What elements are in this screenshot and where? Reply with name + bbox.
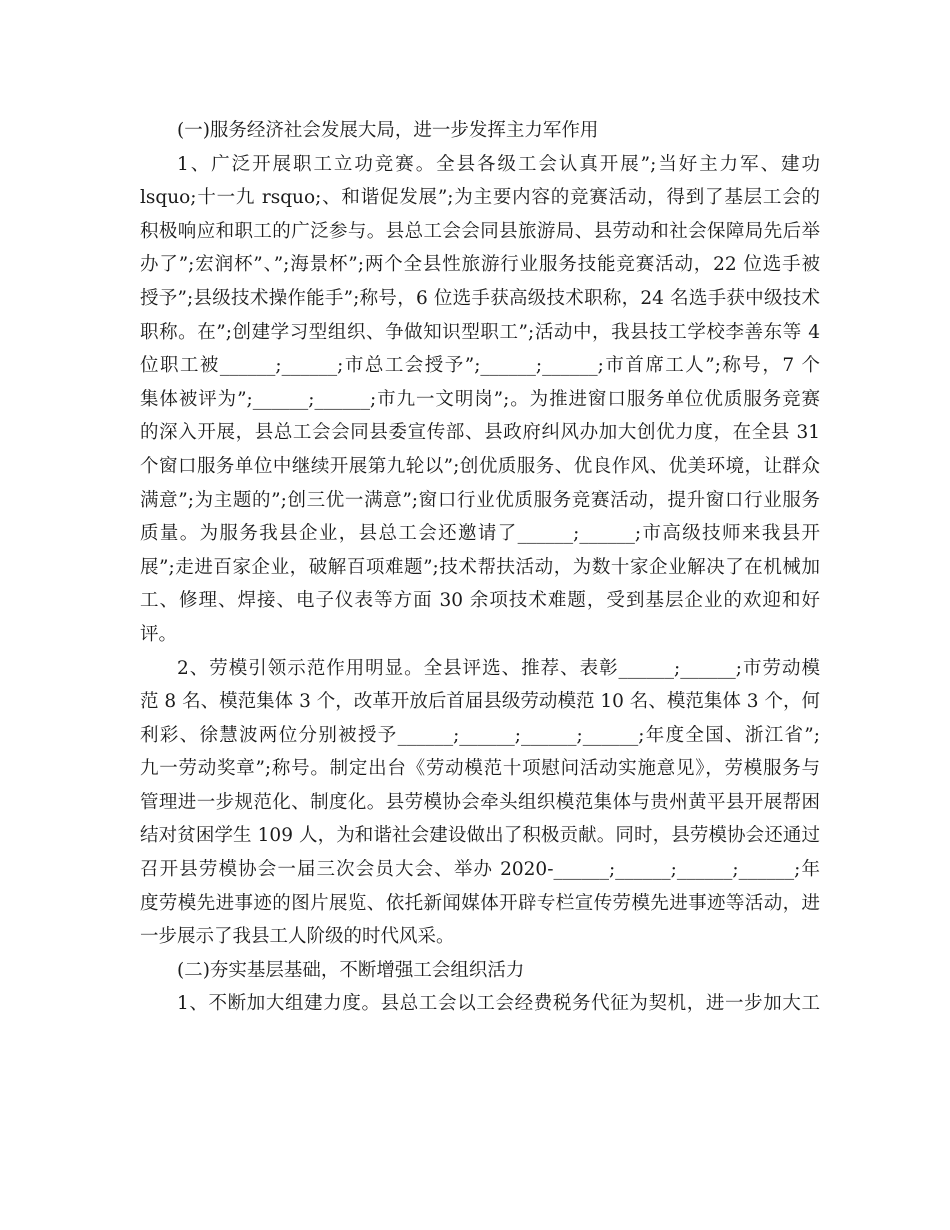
paragraph-line: 办了”;宏润杯”、”;海景杯”;两个全县性旅游行业服务技能竞赛活动，22 位选手被 [140,254,820,276]
section-heading-2: (二)夯实基层基础，不断增强工会组织活力 [177,959,525,981]
paragraph-line: 的深入开展，县总工会会同县委宣传部、县政府纠风办加大创优力度，在全县 31 [140,422,820,444]
paragraph-line: 满意”;为主题的”;创三优一满意”;窗口行业优质服务竞赛活动，提升窗口行业服务 [140,489,820,511]
paragraph-line: 范 8 名、模范集体 3 个，改革开放后首届县级劳动模范 10 名、模范集体 3 个，何 [140,691,820,713]
document-body [140,114,820,1021]
paragraph-line: 位职工被______;______;市总工会授予”;______;______;市首席工人”;称号，7 个 [140,355,820,377]
paragraph-line: 管理进一步规范化、制度化。县劳模协会牵头组织模范集体与贵州黄平县开展帮困 [140,791,820,813]
paragraph-line: 度劳模先进事迹的图片展览、依托新闻媒体开辟专栏宣传劳模先进事迹等活动，进 [140,892,820,914]
paragraph-line: 结对贫困学生 109 人，为和谐社会建设做出了积极贡献。同时，县劳模协会还通过 [140,825,820,847]
paragraph-line: 个窗口服务单位中继续开展第九轮以”;创优质服务、优良作风、优美环境，让群众 [140,455,820,477]
paragraph-line: 利彩、徐慧波两位分别被授予______;______;______;______;年度全国、浙江省”; [140,724,820,746]
paragraph-line: 职称。在”;创建学习型组织、争做知识型职工”;活动中，我县技工学校李善东等 4 [140,321,820,343]
paragraph-line: lsquo;十一九 rsquo;、和谐促发展”;为主要内容的竞赛活动，得到了基层工会的 [140,187,820,209]
paragraph-line-last: 评。 [140,623,178,645]
paragraph-line: 积极响应和职工的广泛参与。县总工会会同县旅游局、县劳动和社会保障局先后举 [140,220,820,242]
paragraph-line: 1、广泛开展职工立功竞赛。全县各级工会认真开展”;当好主力军、建功 [177,153,820,175]
section-heading-1: (一)服务经济社会发展大局，进一步发挥主力军作用 [177,120,599,141]
paragraph-line: 2、劳模引领示范作用明显。全县评选、推荐、表彰______;______;市劳动模 [177,657,820,679]
paragraph-line: 九一劳动奖章”;称号。制定出台《劳动模范十项慰问活动实施意见》，劳模服务与 [140,758,820,780]
paragraph-line: 召开县劳模协会一届三次会员大会、举办 2020-______;______;______;______;年 [140,859,820,881]
paragraph-line-last: 一步展示了我县工人阶级的时代风采。 [140,926,455,948]
paragraph-line: 1、不断加大组建力度。县总工会以工会经费税务代征为契机，进一步加大工 [177,993,820,1015]
paragraph-line: 授予”;县级技术操作能手”;称号，6 位选手获高级技术职称，24 名选手获中级技术 [140,287,820,309]
paragraph-line: 展”;走进百家企业，破解百项难题”;技术帮扶活动，为数十家企业解决了在机械加 [140,556,820,578]
paragraph-line: 质量。为服务我县企业，县总工会还邀请了______;______;市高级技师来我县开 [140,523,820,545]
paragraph-line: 集体被评为”;______;______;市九一文明岗”;。为推进窗口服务单位优质服务竞赛 [140,388,820,410]
paragraph-line: 工、修理、焊接、电子仪表等方面 30 余项技术难题，受到基层企业的欢迎和好 [140,590,820,612]
